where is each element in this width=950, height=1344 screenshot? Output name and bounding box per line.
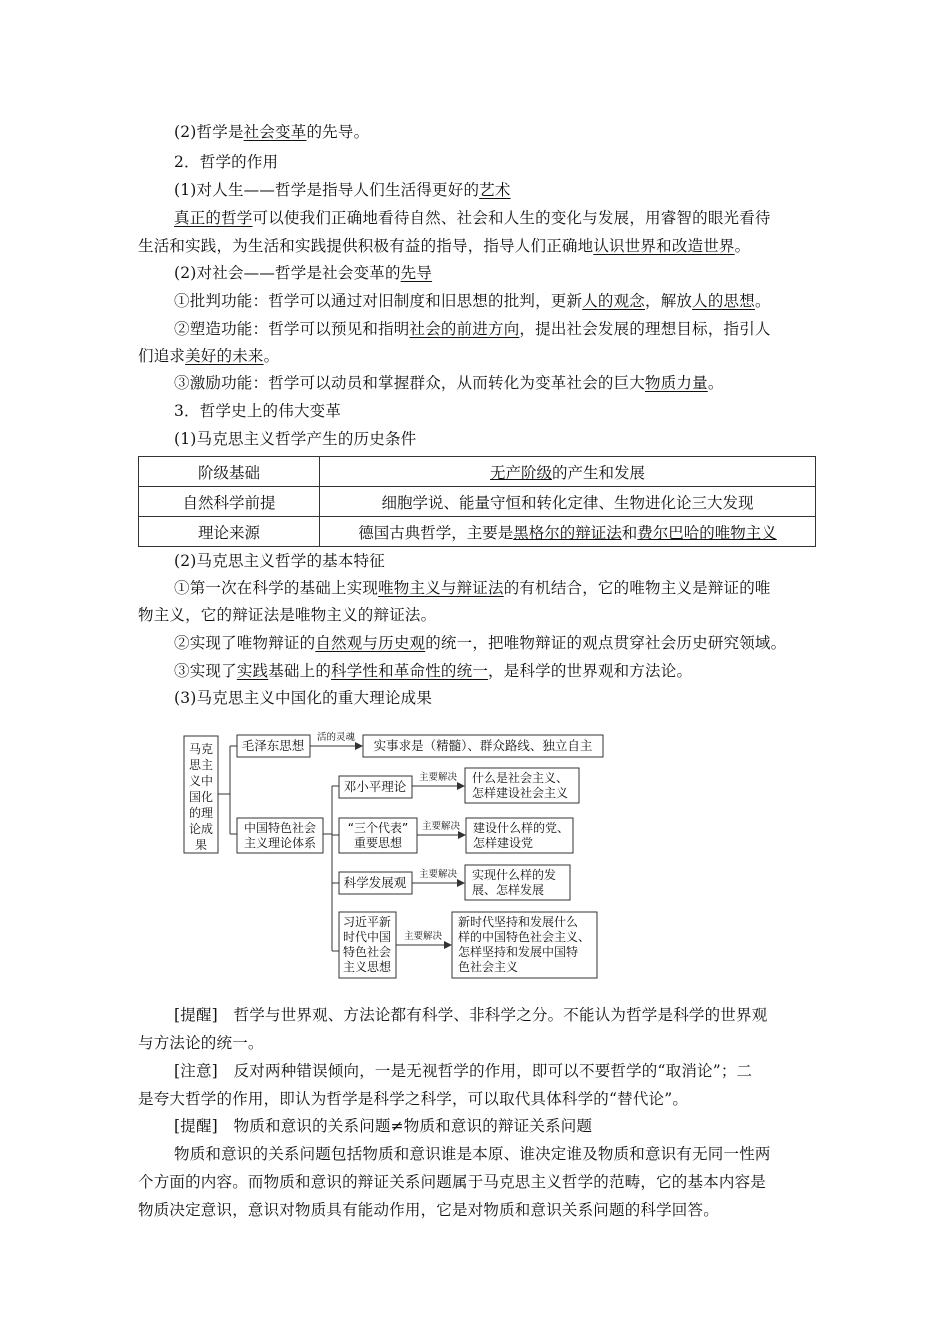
text-line: ②塑造功能：哲学可以预见和指明社会的前进方向，提出社会发展的理想目标，指引人 <box>174 320 771 338</box>
arrow-label: 主要解决 <box>421 821 461 832</box>
arrow-label: 主要解决 <box>403 931 443 942</box>
branch-label: “三个代表” <box>347 821 409 835</box>
section-heading: 2．哲学的作用 <box>174 153 279 171</box>
arrow-label: 主要解决 <box>418 772 458 783</box>
table-row <box>139 517 816 547</box>
root-label: 的理 <box>188 806 214 820</box>
branch-result: 展、怎样发展 <box>472 883 545 897</box>
branch-label: 重要思想 <box>353 836 403 850</box>
root-label: 果 <box>194 838 208 852</box>
root-label: 义中 <box>188 774 214 788</box>
attention-note: [注意] 反对两种错误倾向，一是无视哲学的作用，即可以不要哲学的“取消论”；二 <box>174 1062 753 1080</box>
table-cell-content: 细胞学说、能量守恒和转化定律、生物进化论三大发现 <box>320 487 816 517</box>
branch-label: 邓小平理论 <box>343 779 407 794</box>
branch-label: 特色社会 <box>342 945 392 959</box>
reminder-note: [提醒] 哲学与世界观、方法论都有科学、非科学之分。不能认为哲学是科学的世界观 <box>174 1006 768 1024</box>
mao-label: 毛泽东思想 <box>241 738 305 753</box>
arrow-label: 活的灵魂 <box>316 732 356 743</box>
arrow-label: 主要解决 <box>418 869 458 880</box>
text-line: (2)哲学是社会变革的先导。 <box>174 123 370 141</box>
text-line: 真正的哲学可以使我们正确地看待自然、社会和人生的变化与发展，用睿智的眼光看待 <box>174 209 771 227</box>
branch-result: 什么是社会主义、 <box>472 771 569 785</box>
root-label: 国化 <box>188 790 214 804</box>
text-line: 物质决定意识，意识对物质具有能动作用，它是对物质和意识关系问题的科学回答。 <box>138 1201 719 1219</box>
text-line: ①批判功能：哲学可以通过对旧制度和旧思想的批判，更新人的观念，解放人的思想。 <box>174 292 771 310</box>
text-line: ①第一次在科学的基础上实现唯物主义与辩证法的有机结合，它的唯物主义是辩证的唯 <box>174 579 771 597</box>
branch-result: 建设什么样的党、 <box>473 821 570 835</box>
subheading: (1)马克思主义哲学产生的历史条件 <box>174 430 417 448</box>
system-label: 主义理论体系 <box>243 836 317 850</box>
table-cell-content: 无产阶级的产生和发展 <box>320 457 816 487</box>
subheading: (3)马克思主义中国化的重大理论成果 <box>174 689 433 707</box>
text-line: 是夸大哲学的作用，即认为哲学是科学之科学，可以取代具体科学的“替代论”。 <box>138 1090 689 1108</box>
text-line: 物主义，它的辩证法是唯物主义的辩证法。 <box>138 606 437 624</box>
mao-result: 实事求是（精髓）、群众路线、独立自主 <box>373 738 593 753</box>
subheading: (1)对人生——哲学是指导人们生活得更好的艺术 <box>174 181 511 199</box>
branch-result: 实现什么样的发 <box>472 868 557 882</box>
text-line: 物质和意识的关系问题包括物质和意识谁是本原、谁决定谁及物质和意识有无同一性两 <box>174 1145 771 1163</box>
root-label: 论成 <box>188 822 214 836</box>
section-heading: 3．哲学史上的伟大变革 <box>174 402 342 420</box>
branch-result: 新时代坚持和发展什么 <box>458 915 579 929</box>
text-line: 生活和实践，为生活和实践提供积极有益的指导，指导人们正确地认识世界和改造世界。 <box>138 237 751 255</box>
branch-label: 主义思想 <box>342 960 392 974</box>
branch-result: 怎样坚持和发展中国特 <box>458 945 579 959</box>
subheading: (2)对社会——哲学是社会变革的先导 <box>174 264 433 282</box>
text-line: 与方法论的统一。 <box>138 1034 264 1052</box>
subheading: (2)马克思主义哲学的基本特征 <box>174 552 385 570</box>
branch-label: 习近平新 <box>342 915 392 929</box>
root-label: 思主 <box>188 758 214 772</box>
branch-result: 怎样建设社会主义 <box>472 786 569 800</box>
text-line: 们追求美好的未来。 <box>138 347 280 365</box>
text-line: ③激励功能：哲学可以动员和掌握群众，从而转化为变革社会的巨大物质力量。 <box>174 374 724 392</box>
text-line: ②实现了唯物辩证的自然观与历史观的统一，把唯物辩证的观点贯穿社会历史研究领域。 <box>174 634 787 652</box>
branch-result: 色社会主义 <box>458 960 519 974</box>
branch-label: 时代中国 <box>342 930 392 944</box>
table-cell-label: 理论来源 <box>139 517 320 547</box>
branch-result: 样的中国特色社会主义、 <box>458 930 591 944</box>
text-line: ③实现了实践基础上的科学性和革命性的统一，是科学的世界观和方法论。 <box>174 662 693 680</box>
table-cell-content: 德国古典哲学，主要是黑格尔的辩证法和费尔巴哈的唯物主义 <box>320 517 816 547</box>
table-row <box>139 487 816 517</box>
root-label: 马克 <box>188 742 214 756</box>
branch-result: 怎样建设党 <box>473 836 534 850</box>
table-cell-label: 自然科学前提 <box>139 487 320 517</box>
reminder-note: [提醒] 物质和意识的关系问题≠物质和意识的辩证关系问题 <box>174 1117 593 1135</box>
conditions-table <box>138 456 816 547</box>
system-label: 中国特色社会 <box>243 821 317 835</box>
text-line: 个方面的内容。而物质和意识的辩证关系问题属于马克思主义哲学的范畴，它的基本内容是 <box>138 1173 767 1191</box>
theory-diagram <box>182 726 618 984</box>
branch-label: 科学发展观 <box>343 875 407 890</box>
table-cell-label: 阶级基础 <box>139 457 320 487</box>
table-row <box>139 457 816 487</box>
